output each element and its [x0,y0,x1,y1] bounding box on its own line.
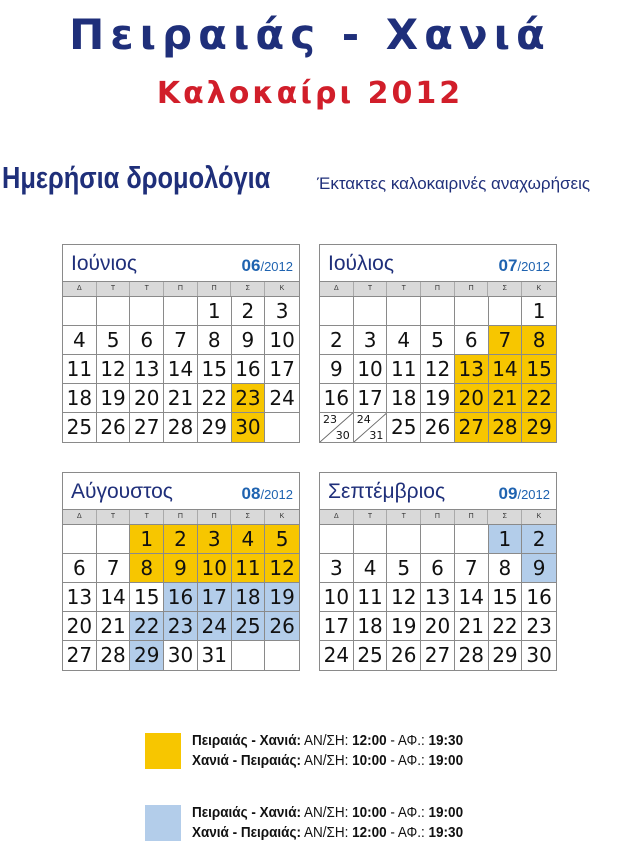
year-suffix: /2012 [260,487,293,502]
day-cell: 16 [522,583,556,612]
day-number: 30 [335,429,350,442]
calendar-month-code [499,484,550,504]
day-cell: 13 [455,355,489,384]
day-cell: 22 [198,384,232,413]
day-cell: 2 [164,525,198,554]
calendar-month-code [242,484,293,504]
weekday-row [320,282,556,297]
day-cell: 1 [198,297,232,326]
legend-arr-time: 19:30 [428,732,464,749]
legend-text [192,803,463,843]
day-cell: 8 [130,554,164,583]
day-number: 23 [323,413,337,426]
day-cell: 30 [526,643,552,667]
day-cell: 21 [489,384,523,413]
day-cell: 1 [489,525,523,554]
calendar-month-code [242,256,293,276]
day-cell: 27 [421,641,455,670]
day-cell: 29 [130,641,164,670]
day-cell: 20 [421,612,455,641]
day-cell: 7 [489,326,523,355]
weekday-label: Κ [279,513,285,520]
calendar-grid [63,525,299,670]
day-cell: 5 [387,554,421,583]
calendar-header [63,473,299,510]
day-cell [387,525,421,554]
day-cell: 7 [455,554,489,583]
day-cell: 19 [387,612,421,641]
day-cell: 29 [198,413,232,442]
weekday-label: Κ [536,513,542,520]
day-cell: 26 [97,413,131,442]
day-cell: 2 [232,297,266,326]
day-cell: 9 [522,554,556,583]
day-cell: 3 [320,554,354,583]
weekday-row [63,510,299,525]
month-number: 08 [241,484,261,503]
day-cell: 10 [354,355,388,384]
day-cell: 14 [164,355,198,384]
weekday-label: Τ [387,282,421,296]
day-cell [232,641,266,670]
day-cell: 3 [265,297,299,326]
legend-arr-label: - ΑΦ.: [386,732,425,749]
weekday-label: Π [421,282,455,296]
legend-route: Πειραιάς - Χανιά: [192,804,301,821]
legend-arr-time: 19:30 [428,824,464,841]
day-cell: 14 [455,583,489,612]
legend-swatch-yellow [145,733,181,769]
day-cell: 23 [522,612,556,641]
day-cell [421,297,455,326]
day-cell: 21 [455,612,489,641]
day-cell: 14 [97,583,131,612]
day-cell: 4 [354,554,388,583]
weekday-label: Π [198,282,232,296]
day-cell: 28 [97,641,131,670]
day-cell: 7 [164,326,198,355]
day-cell: 20 [455,384,489,413]
day-cell: 25 [232,612,266,641]
day-cell: 20 [63,612,97,641]
calendar-month [62,472,300,671]
day-cell [63,525,97,554]
day-cell: 5 [421,326,455,355]
day-cell: 10 [320,583,354,612]
page-subtitle: Καλοκαίρι 2012 [156,76,464,111]
day-cell: 24 [320,641,354,670]
weekday-label: Τ [130,282,164,296]
day-cell: 18 [63,384,97,413]
day-cell: 4 [63,326,97,355]
day-cell: 3 [354,326,388,355]
day-cell: 11 [354,583,388,612]
day-cell: 23 [164,612,198,641]
day-cell [97,525,131,554]
day-cell: 22 [489,612,523,641]
day-cell: 23 [232,384,266,413]
day-cell: 19 [421,384,455,413]
legend-route: Πειραιάς - Χανιά: [192,732,301,749]
day-cell: 9 [232,326,266,355]
weekday-label: Σ [231,282,265,296]
month-number: 07 [498,256,518,275]
day-cell: 6 [421,554,455,583]
day-cell: 18 [354,612,388,641]
legend-dep-time: 10:00 [352,804,387,821]
day-cell: 27 [455,413,489,442]
day-cell [455,525,489,554]
day-cell: 16 [320,384,354,413]
weekday-label: Π [164,510,198,524]
calendar-month-code [499,256,550,276]
section-title: Ημερήσια δρομολόγια [2,160,271,195]
day-cell: 19 [265,583,299,612]
day-cell: 24 [198,612,232,641]
legend-dep-time: 10:00 [352,752,387,769]
day-cell: 10 [198,554,232,583]
day-cell: 25 [387,413,421,442]
day-cell: 2 [522,525,556,554]
year-suffix: /2012 [260,259,293,274]
calendar-grid [320,297,556,442]
weekday-row [320,510,556,525]
day-cell: 12 [387,583,421,612]
weekday-label: Π [455,282,489,296]
day-cell: 18 [232,583,266,612]
day-cell: 30 [164,641,198,670]
day-cell: 26 [421,413,455,442]
day-cell [354,525,388,554]
year-suffix: /2012 [517,487,550,502]
day-cell: 15 [522,355,556,384]
day-cell: 17 [320,612,354,641]
day-cell [130,297,164,326]
day-cell: 1 [130,525,164,554]
day-cell: 6 [63,554,97,583]
legend-arr-label: - ΑΦ.: [386,752,425,769]
day-cell: 26 [265,612,299,641]
legend-dep-label: ΑΝ/ΣΗ: [303,824,349,841]
day-cell [97,297,131,326]
legend-arr-label: - ΑΦ.: [386,824,425,841]
day-cell: 10 [265,326,299,355]
page-title: Πειραιάς - Χανιά [69,10,551,59]
day-cell: 3 [198,525,232,554]
day-cell: 29 [489,641,523,670]
day-cell: 15 [130,583,164,612]
day-cell [164,297,198,326]
day-cell: 8 [198,326,232,355]
legend-arr-time: 19:00 [428,752,464,769]
day-cell: 22 [130,612,164,641]
weekday-label: Σ [488,510,522,524]
day-cell: 17 [198,583,232,612]
day-cell: 15 [489,583,523,612]
day-cell: 17 [354,384,388,413]
day-cell [387,297,421,326]
weekday-label: Δ [63,282,97,296]
day-cell: 8 [489,554,523,583]
day-cell [320,525,354,554]
weekday-label: Τ [97,282,131,296]
day-cell: 18 [387,384,421,413]
weekday-label: Π [455,510,489,524]
weekday-label: Σ [231,510,265,524]
day-cell: 13 [63,583,97,612]
month-number: 06 [241,256,261,275]
day-cell: 6 [455,326,489,355]
day-cell: 16 [164,583,198,612]
weekday-row [63,282,299,297]
weekday-label: Τ [97,510,131,524]
day-cell: 12 [265,554,299,583]
day-cell: 27 [130,413,164,442]
day-cell: 12 [421,355,455,384]
calendar-month-name: Ιούλιος [328,252,394,275]
weekday-label: Π [164,282,198,296]
day-cell: 11 [63,355,97,384]
calendar-grid [320,525,556,670]
day-cell: 1 [522,297,556,326]
weekday-label: Τ [130,510,164,524]
day-cell: 24 [265,384,299,413]
calendar-month [319,244,557,443]
day-cell: 14 [489,355,523,384]
calendar-month [62,244,300,443]
day-cell: 25 [354,641,388,670]
day-cell: 13 [130,355,164,384]
legend-dep-label: ΑΝ/ΣΗ: [303,732,349,749]
day-cell [320,413,354,442]
day-number: 31 [369,429,384,442]
day-cell: 17 [265,355,299,384]
day-cell: 11 [387,355,421,384]
legend-text [192,731,463,771]
day-cell: 21 [97,612,131,641]
day-cell: 29 [522,413,556,442]
weekday-label: Π [421,510,455,524]
day-cell: 4 [232,525,266,554]
day-cell: 28 [489,413,523,442]
day-cell: 28 [455,641,489,670]
calendar-header [320,245,556,282]
legend-yellow [145,731,585,771]
legend-dep-label: ΑΝ/ΣΗ: [303,804,349,821]
day-cell: 12 [97,355,131,384]
weekday-label: Δ [63,510,97,524]
day-cell: 21 [164,384,198,413]
legend-arr-label: - ΑΦ.: [386,804,425,821]
day-cell [455,297,489,326]
day-cell [265,413,299,442]
day-cell: 28 [164,413,198,442]
section-note: Έκτακτες καλοκαιρινές αναχωρήσεις [317,174,591,193]
day-cell: 4 [387,326,421,355]
weekday-label: Κ [536,285,542,292]
calendar-month-name: Αύγουστος [71,480,173,503]
legend-route: Χανιά - Πειραιάς: [192,824,301,841]
legend-blue [145,803,585,843]
day-number: 24 [356,413,371,426]
day-cell: 16 [232,355,266,384]
calendar-month [319,472,557,671]
day-cell: 11 [232,554,266,583]
weekday-label: Τ [387,510,421,524]
day-cell: 26 [387,641,421,670]
day-cell: 13 [421,583,455,612]
day-cell: 25 [63,413,97,442]
weekday-label: Κ [279,285,285,292]
day-cell [354,413,388,442]
day-cell [489,297,523,326]
day-cell: 30 [232,413,266,442]
weekday-label: Δ [320,510,354,524]
legend-swatch-blue [145,805,181,841]
weekday-label: Τ [354,510,388,524]
day-cell: 5 [265,525,299,554]
day-cell: 6 [130,326,164,355]
day-cell [265,641,299,670]
calendar-month-name: Ιούνιος [71,252,137,275]
calendar-grid [63,297,299,442]
calendar-header [63,245,299,282]
day-cell: 22 [522,384,556,413]
day-cell: 15 [198,355,232,384]
weekday-label: Τ [354,282,388,296]
month-number: 09 [498,484,518,503]
day-cell: 20 [130,384,164,413]
day-cell: 19 [97,384,131,413]
legend-dep-label: ΑΝ/ΣΗ: [303,752,349,769]
weekday-label: Δ [320,282,354,296]
day-cell: 9 [164,554,198,583]
weekday-label: Π [198,510,232,524]
year-suffix: /2012 [517,259,550,274]
day-cell: 2 [320,326,354,355]
legend-dep-time: 12:00 [352,824,387,841]
day-cell: 9 [320,355,354,384]
day-cell [354,297,388,326]
day-cell: 31 [198,641,232,670]
legend-arr-time: 19:00 [428,804,464,821]
legend-route: Χανιά - Πειραιάς: [192,752,301,769]
legend-dep-time: 12:00 [352,732,387,749]
day-cell: 27 [63,641,97,670]
calendar-header [320,473,556,510]
day-cell: 5 [97,326,131,355]
day-cell: 7 [97,554,131,583]
day-cell [320,297,354,326]
day-cell [421,525,455,554]
weekday-label: Σ [488,282,522,296]
day-cell: 8 [522,326,556,355]
day-cell [63,297,97,326]
calendar-month-name: Σεπτέμβριος [328,480,446,503]
